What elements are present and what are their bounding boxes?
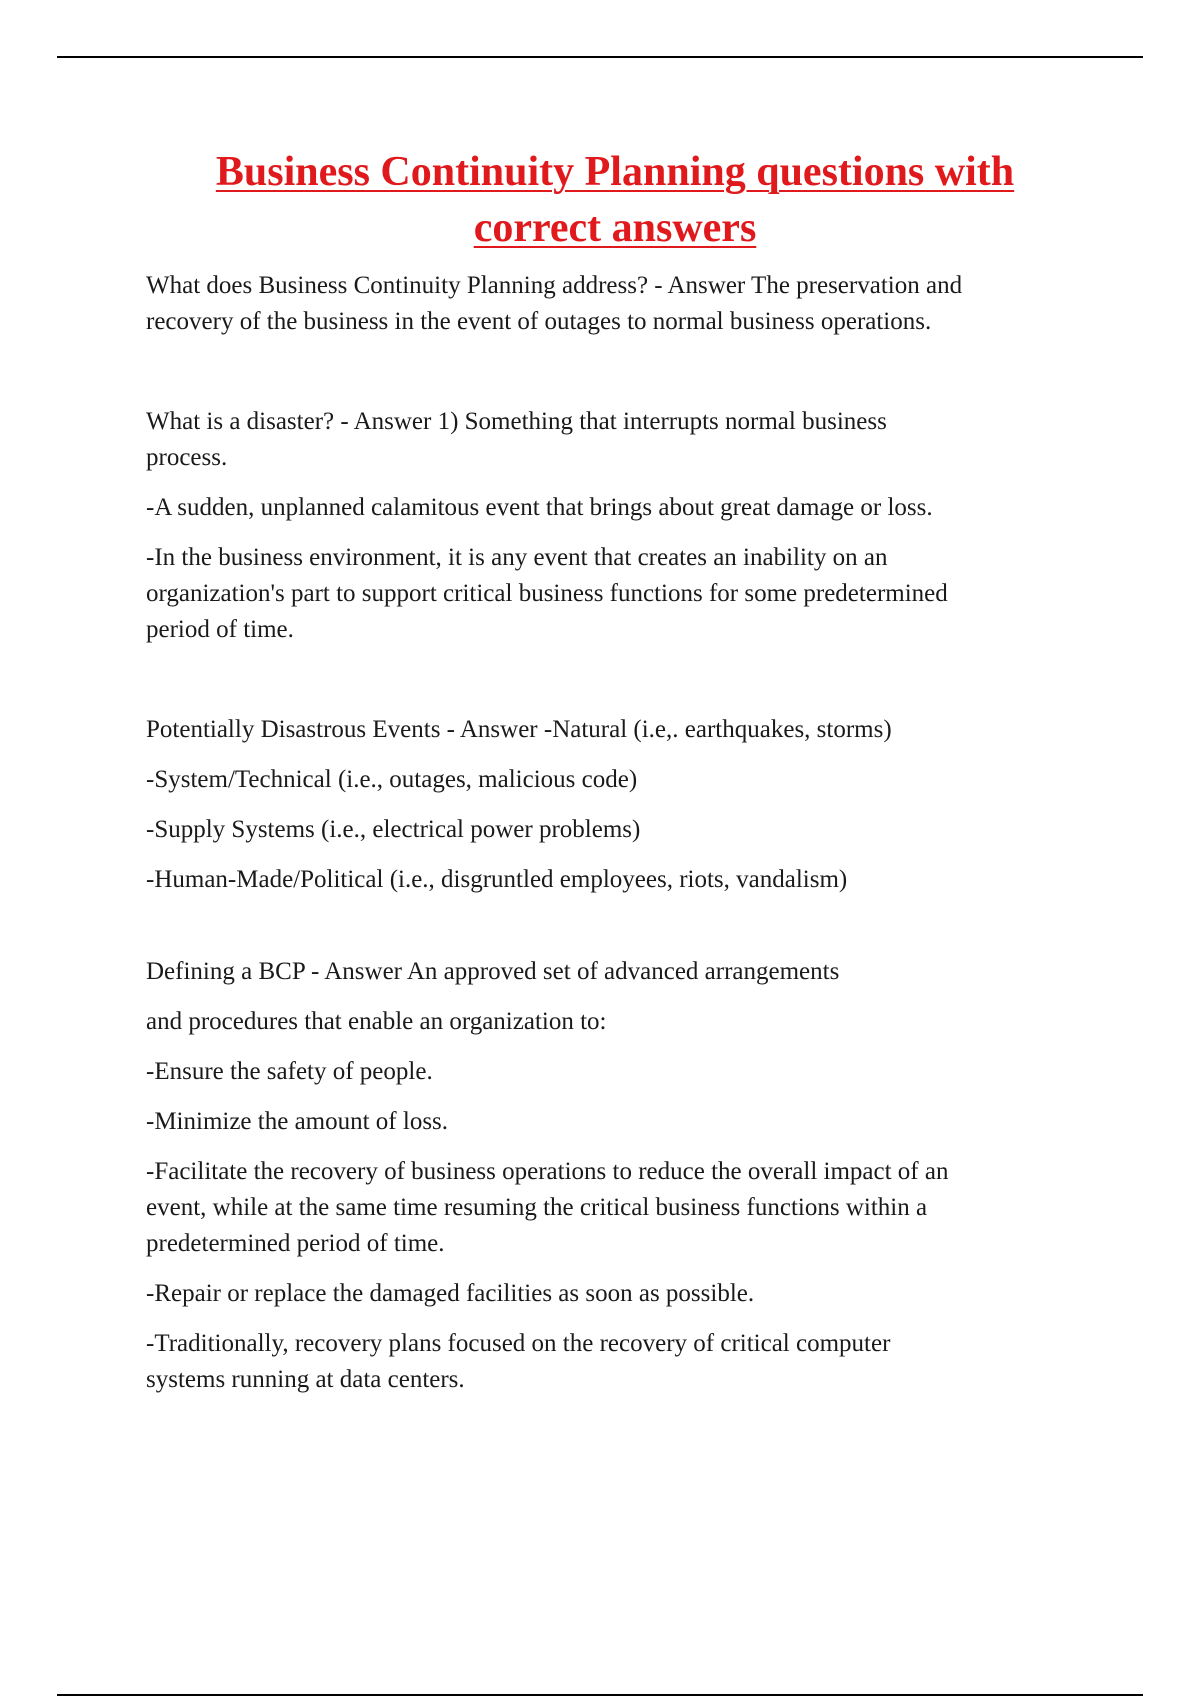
document-body	[146, 268, 1096, 1398]
q4-line-3: -Ensure the safety of people.	[146, 1058, 433, 1085]
bottom-rule	[57, 1694, 1143, 1696]
q1-line-2: recovery of the business in the event of outages to normal business operations.	[146, 308, 932, 335]
q3-line-4: -Human-Made/Political (i.e., disgruntled employees, riots, vandalism)	[146, 866, 848, 893]
q4-line-9: -Traditionally, recovery plans focused on the recovery of critical computer	[146, 1330, 891, 1357]
q2-line-5: organization's part to support critical business functions for some predetermined	[146, 580, 948, 607]
q2-line-1: What is a disaster? - Answer 1) Something that interrupts normal business	[146, 408, 887, 435]
top-rule	[57, 56, 1143, 58]
q4-line-1: Defining a BCP - Answer An approved set of advanced arrangements	[146, 958, 840, 985]
title-line-2: correct answers	[473, 205, 757, 251]
q3-line-3: -Supply Systems (i.e., electrical power problems)	[146, 816, 641, 843]
q4-line-7: predetermined period of time.	[146, 1230, 445, 1257]
q2-line-4: -In the business environment, it is any event that creates an inability on an	[146, 544, 888, 571]
q2-line-3: -A sudden, unplanned calamitous event that brings about great damage or loss.	[146, 494, 933, 521]
q4-line-10: systems running at data centers.	[146, 1366, 465, 1393]
document-title	[145, 144, 1085, 256]
q3-line-1: Potentially Disastrous Events - Answer -Natural (i.e,. earthquakes, storms)	[146, 716, 892, 743]
q4-line-6: event, while at the same time resuming the critical business functions within a	[146, 1194, 928, 1221]
q4-line-2: and procedures that enable an organization to:	[146, 1008, 607, 1035]
q4-line-8: -Repair or replace the damaged facilities as soon as possible.	[146, 1280, 755, 1307]
q4-line-4: -Minimize the amount of loss.	[146, 1108, 449, 1135]
title-line-1: Business Continuity Planning questions with	[215, 149, 1015, 195]
q4-line-5: -Facilitate the recovery of business operations to reduce the overall impact of an	[146, 1158, 949, 1185]
q2-line-6: period of time.	[146, 616, 294, 643]
q1-line-1: What does Business Continuity Planning address? - Answer The preservation and	[146, 272, 963, 299]
q2-line-2: process.	[146, 444, 228, 471]
q3-line-2: -System/Technical (i.e., outages, malicious code)	[146, 766, 638, 793]
